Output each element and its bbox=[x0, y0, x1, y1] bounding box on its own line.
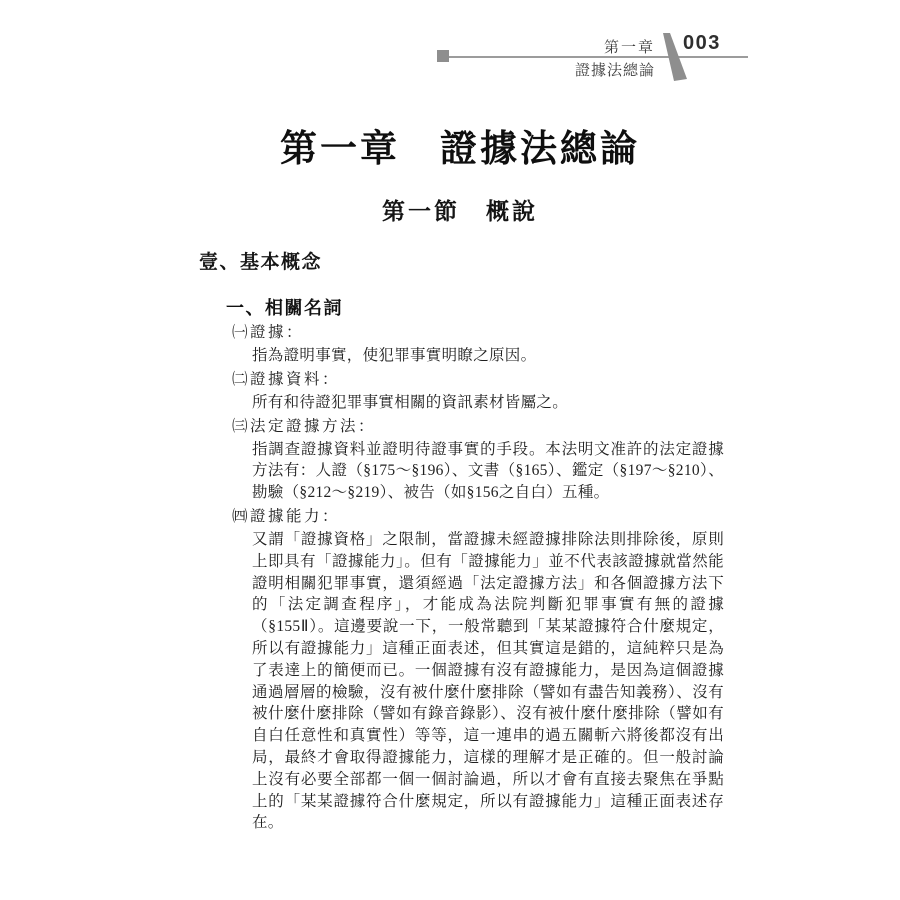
list-item bbox=[232, 369, 724, 414]
header-square-ornament bbox=[437, 50, 449, 62]
header-chapter-label: 第一章 bbox=[603, 40, 655, 56]
list-item bbox=[232, 416, 724, 504]
list-item-label: ㈢法定證據方法： bbox=[232, 417, 377, 435]
chapter-title: 第一章 證據法總論 bbox=[280, 128, 640, 169]
header-book-title: 證據法總論 bbox=[574, 63, 655, 79]
page-number: 003 bbox=[683, 32, 721, 54]
list-item-label: ㈡證據資料： bbox=[232, 370, 341, 388]
list-item-label: ㈠證據： bbox=[232, 324, 305, 341]
list-item-body: 指為證明事實，使犯罪事實明瞭之原因。 bbox=[252, 347, 537, 364]
sub-heading: 一、相關名詞 bbox=[226, 298, 343, 318]
list-item-body: 又謂「證據資格」之限制，當證據未經證據排除法則排除後，原則上即具有「證據能力」。但有「證據能力」並不代表該證據就當然能證明相關犯罪事實，還須經過「法定證據方法」和各個證據方法下的「法定調查程序」，才能成為法院判斷犯罪事實有無的證據（§155Ⅱ）。這邊要說一下，一般常聽到「某某證據符合什麼規定，所以有證據能力」這種正面表述，但其實這是錯的，這純粹只是為了表達上的簡便而已。一個證據有沒有證據能力，是因為這個證據通過層層的檢驗，沒有被什麼什麼排除（譬如有盡告知義務）、沒有被什麼什麼排除（譬如有錄音錄影）、沒有被什麼什麼排除（譬如有自白任意性和真實性）等等，這一連串的過五關斬六將後都沒有出局，最終才會取得證據能力，這樣的理解才是正確的。但一般討論上沒有必要全部都一個一個討論過，所以才會有直接去聚焦在爭點上的「某某證據符合什麼規定，所以有證據能力」這種正面表述存在。 bbox=[252, 530, 724, 832]
list-item-body: 所有和待證犯罪事實相關的資訊素材皆屬之。 bbox=[252, 393, 569, 411]
list-item-label: ㈣證據能力： bbox=[232, 507, 341, 525]
definition-list bbox=[232, 322, 724, 836]
header-rule bbox=[449, 56, 748, 58]
list-item-body: 指調查證據資料並證明待證事實的手段。本法明文准許的法定證據方法有：人證（§175～§196）、文書（§165）、鑑定（§197～§210）、勘驗（§212～§219）、被告（如§156之自白）五種。 bbox=[252, 440, 724, 502]
section-title: 第一節 概說 bbox=[382, 199, 538, 224]
list-item bbox=[232, 322, 724, 367]
part-heading: 壹、基本概念 bbox=[199, 252, 323, 273]
list-item bbox=[232, 506, 724, 834]
